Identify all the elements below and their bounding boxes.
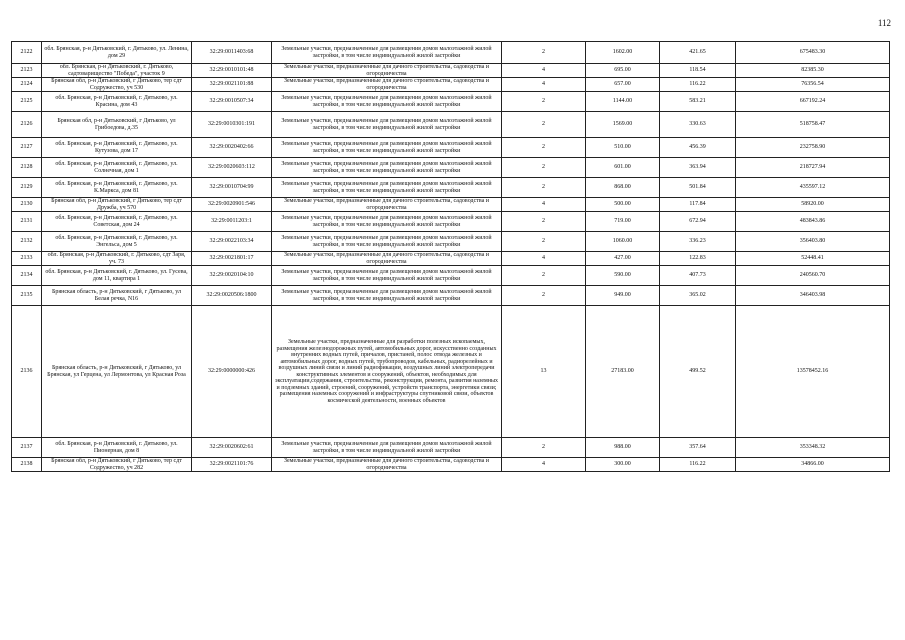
cadastral-number-cell: 32:29:0011203:1 [192, 212, 272, 232]
cadastral-number-cell: 32:29:0022103:34 [192, 232, 272, 252]
area-cell: 1569.00 [586, 112, 660, 138]
address-cell: обл. Брянская, р-н Дятьковский, г. Дятьково, ул. Ленина, дом 29 [42, 42, 192, 64]
row-number: 2133 [12, 252, 42, 266]
address-cell: обл. Брянская, р-н Дятьковский, г. Дятьково, ул. К.Маркса, дом 81 [42, 178, 192, 198]
specific-value-cell: 122.83 [660, 252, 736, 266]
specific-value-cell: 118.54 [660, 64, 736, 78]
address-cell: обл. Брянская, р-н Дятьковский, г. Дятьково, ул. Пионерная, дом 8 [42, 438, 192, 458]
table-row [12, 212, 890, 232]
category-cell: 4 [502, 64, 586, 78]
cadastral-number-cell: 32:29:0020901:546 [192, 198, 272, 212]
category-cell: 4 [502, 458, 586, 472]
cadastral-number-cell: 32:29:0010704:99 [192, 178, 272, 198]
category-cell: 2 [502, 212, 586, 232]
cadastral-value-cell: 353348.32 [736, 438, 890, 458]
row-number: 2127 [12, 138, 42, 158]
land-use-cell: Земельные участки, предназначенные для размещения домов малоэтажной жилой застройки, в том числе индивидуальной жилой застройки [272, 286, 502, 306]
specific-value-cell: 330.63 [660, 112, 736, 138]
table-row [12, 458, 890, 472]
land-use-cell: Земельные участки, предназначенные для размещения домов малоэтажной жилой застройки, в том числе индивидуальной жилой застройки [272, 112, 502, 138]
category-cell: 2 [502, 112, 586, 138]
cadastral-value-cell: 34866.00 [736, 458, 890, 472]
land-use-cell: Земельные участки, предназначенные для размещения домов малоэтажной жилой застройки, в том числе индивидуальной жилой застройки [272, 178, 502, 198]
cadastral-number-cell: 32:29:0021801:17 [192, 252, 272, 266]
table-row [12, 286, 890, 306]
address-cell: обл. Брянская, р-н Дятьковский, г. Дятьково, ул. Солнечная, дом 1 [42, 158, 192, 178]
cadastral-value-cell: 58920.00 [736, 198, 890, 212]
land-use-cell: Земельные участки, предназначенные для размещения домов малоэтажной жилой застройки, в том числе индивидуальной жилой застройки [272, 158, 502, 178]
category-cell: 2 [502, 438, 586, 458]
row-number: 2122 [12, 42, 42, 64]
land-use-cell: Земельные участки, предназначенные для разработки полезных ископаемых, размещения железнодорожных путей, автомобильных дорог, искусственно созданных внутренних водных путей, причалов, пристаней, полос отвода железных и автомобильных дорог, водных путей, трубопроводов, кабельных, радиорелейных и воздушных линий связи и линий радиофикации, воздушных линий электропередачи конструктивных элементов и сооружений, объектов, необходимых для эксплуатации,содержания, строительства, реконструкции, ремонта, развития наземных и подземных зданий, строений, сооружений, устройств транспорта, энергетики связи; размещения наземных сооружений и инфраструктуры спутниковой связи, объектов космической деятельности, военных объектов [272, 306, 502, 438]
row-number: 2132 [12, 232, 42, 252]
row-number: 2129 [12, 178, 42, 198]
cadastral-number-cell: 32:29:0000000:426 [192, 306, 272, 438]
category-cell: 2 [502, 42, 586, 64]
table-row [12, 178, 890, 198]
category-cell: 2 [502, 158, 586, 178]
cadastral-number-cell: 32:29:0020506:1800 [192, 286, 272, 306]
table-row [12, 198, 890, 212]
cadastral-value-cell: 346403.98 [736, 286, 890, 306]
specific-value-cell: 117.84 [660, 198, 736, 212]
land-use-cell: Земельные участки, предназначенные для дачного строительства, садоводства и огородничества [272, 458, 502, 472]
specific-value-cell: 672.94 [660, 212, 736, 232]
category-cell: 2 [502, 266, 586, 286]
cadastral-number-cell: 32:29:0010101:48 [192, 64, 272, 78]
table-row [12, 252, 890, 266]
land-use-cell: Земельные участки, предназначенные для размещения домов малоэтажной жилой застройки, в том числе индивидуальной жилой застройки [272, 138, 502, 158]
address-cell: Брянская обл, р-н Дятьковский, г Дятьково, тер сдт Содружество, уч 530 [42, 78, 192, 92]
row-number: 2135 [12, 286, 42, 306]
area-cell: 1602.00 [586, 42, 660, 64]
table-row [12, 64, 890, 78]
cadastral-value-cell: 240560.70 [736, 266, 890, 286]
address-cell: Брянская обл, р-н Дятьковский, г Дятьково, тер сдт Дружба, уч 570 [42, 198, 192, 212]
category-cell: 2 [502, 232, 586, 252]
specific-value-cell: 365.02 [660, 286, 736, 306]
table-row [12, 158, 890, 178]
land-use-cell: Земельные участки, предназначенные для размещения домов малоэтажной жилой застройки, в том числе индивидуальной жилой застройки [272, 42, 502, 64]
address-cell: обл. Брянская, р-н Дятьковский, г. Дятьково, ул. Кутузова, дом 17 [42, 138, 192, 158]
table-row [12, 42, 890, 64]
land-use-cell: Земельные участки, предназначенные для дачного строительства, садоводства и огородничества [272, 78, 502, 92]
land-use-cell: Земельные участки, предназначенные для дачного строительства, садоводства и огородничества [272, 64, 502, 78]
area-cell: 300.00 [586, 458, 660, 472]
area-cell: 427.00 [586, 252, 660, 266]
area-cell: 695.00 [586, 64, 660, 78]
category-cell: 4 [502, 252, 586, 266]
land-use-cell: Земельные участки, предназначенные для размещения домов малоэтажной жилой застройки, в том числе индивидуальной жилой застройки [272, 232, 502, 252]
cadastral-number-cell: 32:29:0010301:191 [192, 112, 272, 138]
land-use-cell: Земельные участки, предназначенные для дачного строительства, садоводства и огородничества [272, 198, 502, 212]
land-use-cell: Земельные участки, предназначенные для размещения домов малоэтажной жилой застройки, в том числе индивидуальной жилой застройки [272, 212, 502, 232]
category-cell: 2 [502, 92, 586, 112]
cadastral-number-cell: 32:29:0020104:10 [192, 266, 272, 286]
area-cell: 510.00 [586, 138, 660, 158]
table-row [12, 306, 890, 438]
specific-value-cell: 499.52 [660, 306, 736, 438]
row-number: 2137 [12, 438, 42, 458]
area-cell: 500.00 [586, 198, 660, 212]
category-cell: 13 [502, 306, 586, 438]
area-cell: 868.00 [586, 178, 660, 198]
area-cell: 601.00 [586, 158, 660, 178]
area-cell: 1144.00 [586, 92, 660, 112]
specific-value-cell: 583.21 [660, 92, 736, 112]
specific-value-cell: 421.65 [660, 42, 736, 64]
cadastral-value-cell: 518758.47 [736, 112, 890, 138]
category-cell: 2 [502, 178, 586, 198]
address-cell: обл. Брянская, р-н Дятьковский, г. Дятьково, садтоварищество "Победа", участок 9 [42, 64, 192, 78]
specific-value-cell: 456.39 [660, 138, 736, 158]
row-number: 2131 [12, 212, 42, 232]
table-row [12, 78, 890, 92]
address-cell: обл. Брянская, р-н Дятьковский, г. Дятьково, ул. Гусева, дом 11, квартира 1 [42, 266, 192, 286]
area-cell: 719.00 [586, 212, 660, 232]
category-cell: 2 [502, 286, 586, 306]
category-cell: 2 [502, 138, 586, 158]
cadastral-value-cell: 218727.94 [736, 158, 890, 178]
row-number: 2126 [12, 112, 42, 138]
address-cell: Брянская обл, р-н Дятьковский, г Дятьково, ул Грибоедова, д.35 [42, 112, 192, 138]
address-cell: Брянская область, р-н Дятьковский, г Дятьково, ул Брянская, ул Герцена, ул Лермонтова, ул Красная Роза [42, 306, 192, 438]
specific-value-cell: 363.94 [660, 158, 736, 178]
cadastral-value-cell: 76356.54 [736, 78, 890, 92]
row-number: 2136 [12, 306, 42, 438]
cadastral-number-cell: 32:29:0021101:88 [192, 78, 272, 92]
page-number: 112 [877, 18, 891, 28]
specific-value-cell: 336.23 [660, 232, 736, 252]
specific-value-cell: 116.22 [660, 78, 736, 92]
specific-value-cell: 407.73 [660, 266, 736, 286]
row-number: 2134 [12, 266, 42, 286]
cadastral-number-cell: 32:29:0010507:34 [192, 92, 272, 112]
row-number: 2138 [12, 458, 42, 472]
table-row [12, 266, 890, 286]
area-cell: 1060.00 [586, 232, 660, 252]
land-registry-table [11, 41, 890, 472]
cadastral-value-cell: 675483.30 [736, 42, 890, 64]
land-use-cell: Земельные участки, предназначенные для размещения домов малоэтажной жилой застройки, в том числе индивидуальной жилой застройки [272, 438, 502, 458]
address-cell: обл. Брянская, р-н Дятьковский, г. Дятьково, сдт Заря, уч. 73 [42, 252, 192, 266]
cadastral-value-cell: 435597.12 [736, 178, 890, 198]
cadastral-number-cell: 32:29:0020602:61 [192, 438, 272, 458]
cadastral-value-cell: 82385.30 [736, 64, 890, 78]
area-cell: 949.00 [586, 286, 660, 306]
row-number: 2125 [12, 92, 42, 112]
cadastral-number-cell: 32:29:0020603:112 [192, 158, 272, 178]
row-number: 2128 [12, 158, 42, 178]
specific-value-cell: 357.64 [660, 438, 736, 458]
cadastral-value-cell: 232758.90 [736, 138, 890, 158]
land-use-cell: Земельные участки, предназначенные для размещения домов малоэтажной жилой застройки, в том числе индивидуальной жилой застройки [272, 266, 502, 286]
table-body [12, 42, 890, 472]
row-number: 2124 [12, 78, 42, 92]
cadastral-value-cell: 13578452.16 [736, 306, 890, 438]
area-cell: 657.00 [586, 78, 660, 92]
land-use-cell: Земельные участки, предназначенные для дачного строительства, садоводства и огородничества [272, 252, 502, 266]
row-number: 2130 [12, 198, 42, 212]
row-number: 2123 [12, 64, 42, 78]
area-cell: 590.00 [586, 266, 660, 286]
category-cell: 4 [502, 198, 586, 212]
address-cell: Брянская область, р-н Дятьковский, г Дятьково, ул Белая речка, N16 [42, 286, 192, 306]
cadastral-value-cell: 356403.80 [736, 232, 890, 252]
cadastral-value-cell: 52448.41 [736, 252, 890, 266]
table-row [12, 438, 890, 458]
specific-value-cell: 116.22 [660, 458, 736, 472]
cadastral-number-cell: 32:29:0021101:76 [192, 458, 272, 472]
category-cell: 4 [502, 78, 586, 92]
table-row [12, 232, 890, 252]
address-cell: обл. Брянская, р-н Дятьковский, г. Дятьково, ул. Красина, дом 43 [42, 92, 192, 112]
address-cell: обл. Брянская, р-н Дятьковский, г. Дятьково, ул. Советская, дом 24 [42, 212, 192, 232]
area-cell: 27183.00 [586, 306, 660, 438]
address-cell: Брянская обл, р-н Дятьковский, г Дятьково, тер сдт Содружество, уч 282 [42, 458, 192, 472]
table-row [12, 92, 890, 112]
specific-value-cell: 501.84 [660, 178, 736, 198]
cadastral-number-cell: 32:29:0011403:68 [192, 42, 272, 64]
land-use-cell: Земельные участки, предназначенные для размещения домов малоэтажной жилой застройки, в том числе индивидуальной жилой застройки [272, 92, 502, 112]
cadastral-number-cell: 32:29:0020402:66 [192, 138, 272, 158]
table-row [12, 112, 890, 138]
address-cell: обл. Брянская, р-н Дятьковский, г. Дятьково, ул. Энгельса, дом 5 [42, 232, 192, 252]
table-row [12, 138, 890, 158]
cadastral-value-cell: 667192.24 [736, 92, 890, 112]
area-cell: 988.00 [586, 438, 660, 458]
cadastral-value-cell: 483843.86 [736, 212, 890, 232]
